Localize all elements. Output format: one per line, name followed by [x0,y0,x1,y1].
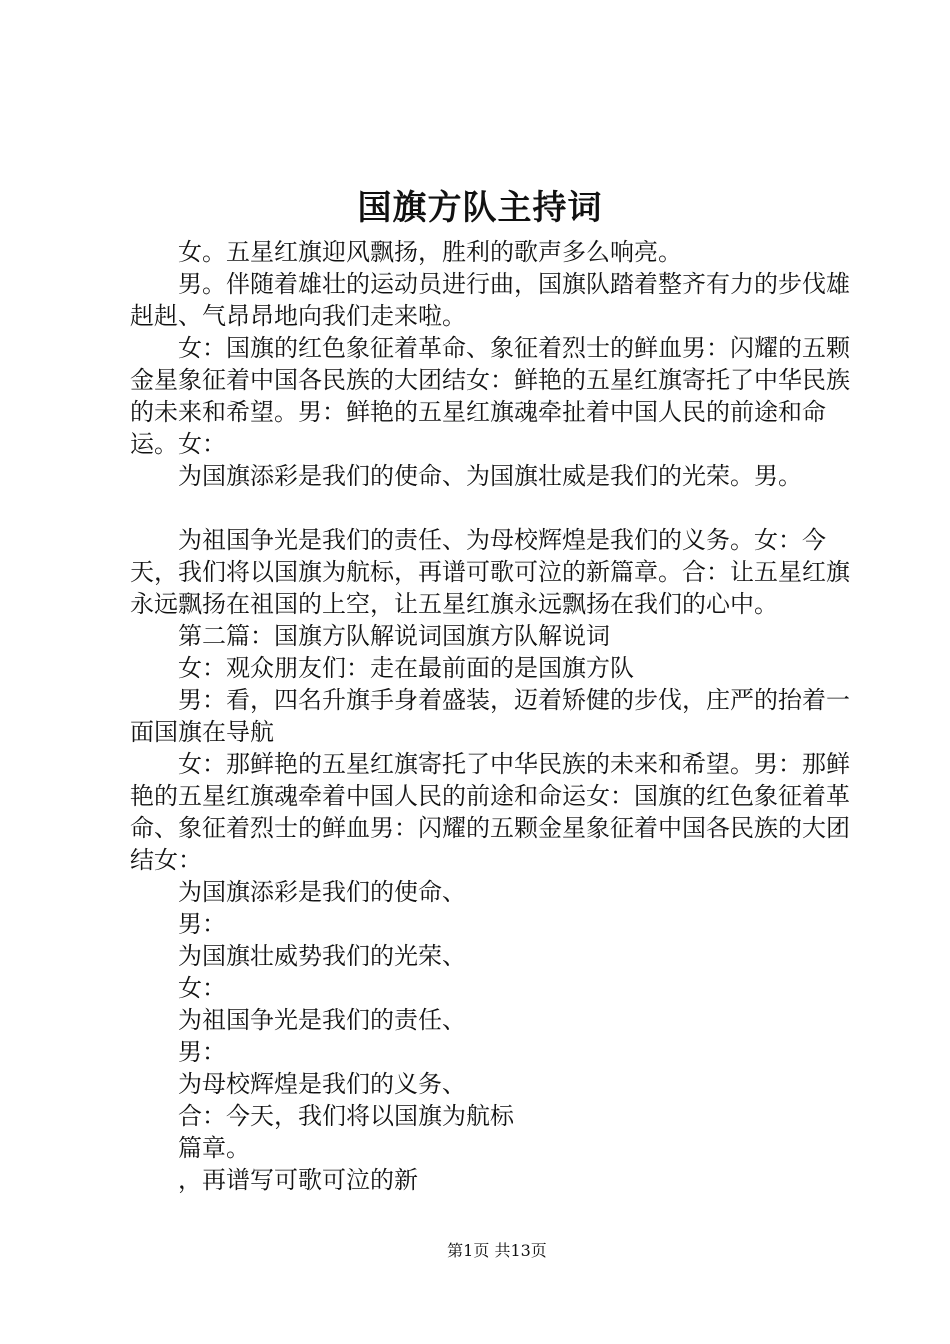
paragraph: 女：国旗的红色象征着革命、象征着烈士的鲜血男：闪耀的五颗金星象征着中国各民族的大团结女：鲜艳的五星红旗寄托了中华民族的未来和希望。男：鲜艳的五星红旗魂牵扯着中国人民的前途和命运。女： [130,334,850,458]
paragraph: 为祖国争光是我们的责任、 [178,1006,466,1034]
document-title: 国旗方队主持词 [357,188,603,228]
paragraph: 男： [178,910,226,938]
page-footer: 第1页 共13页 [447,1241,547,1260]
paragraph: 第二篇：国旗方队解说词国旗方队解说词 [178,622,610,650]
paragraph: 女： [178,974,226,1002]
paragraph: 为母校辉煌是我们的义务、 [178,1070,466,1098]
paragraph-gap [130,492,850,524]
paragraph: 为国旗壮威势我们的光荣、 [178,942,466,970]
paragraph: 为国旗添彩是我们的使命、 [178,878,466,906]
paragraph: 男。伴随着雄壮的运动员进行曲，国旗队踏着整齐有力的步伐雄赳赳、气昂昂地向我们走来啦。 [130,270,850,330]
document-body [130,236,850,1196]
paragraph: 合：今天，我们将以国旗为航标 [178,1102,514,1130]
paragraph: 篇章。 [178,1134,250,1162]
paragraph: 为祖国争光是我们的责任、为母校辉煌是我们的义务。女：今天，我们将以国旗为航标，再谱可歌可泣的新篇章。合：让五星红旗永远飘扬在祖国的上空，让五星红旗永远飘扬在我们的心中。 [130,526,850,618]
paragraph: 女：那鲜艳的五星红旗寄托了中华民族的未来和希望。男：那鲜艳的五星红旗魂牵着中国人民的前途和命运女：国旗的红色象征着革命、象征着烈士的鲜血男：闪耀的五颗金星象征着中国各民族的大团结女： [130,750,850,874]
paragraph: 为国旗添彩是我们的使命、为国旗壮威是我们的光荣。男。 [178,462,802,490]
paragraph: 女：观众朋友们：走在最前面的是国旗方队 [178,654,634,682]
paragraph: ，再谱写可歌可泣的新 [178,1166,418,1194]
paragraph: 女。五星红旗迎风飘扬，胜利的歌声多么响亮。 [178,238,682,266]
paragraph: 男：看，四名升旗手身着盛装，迈着矫健的步伐，庄严的抬着一面国旗在导航 [130,686,850,746]
paragraph: 男： [178,1038,226,1066]
